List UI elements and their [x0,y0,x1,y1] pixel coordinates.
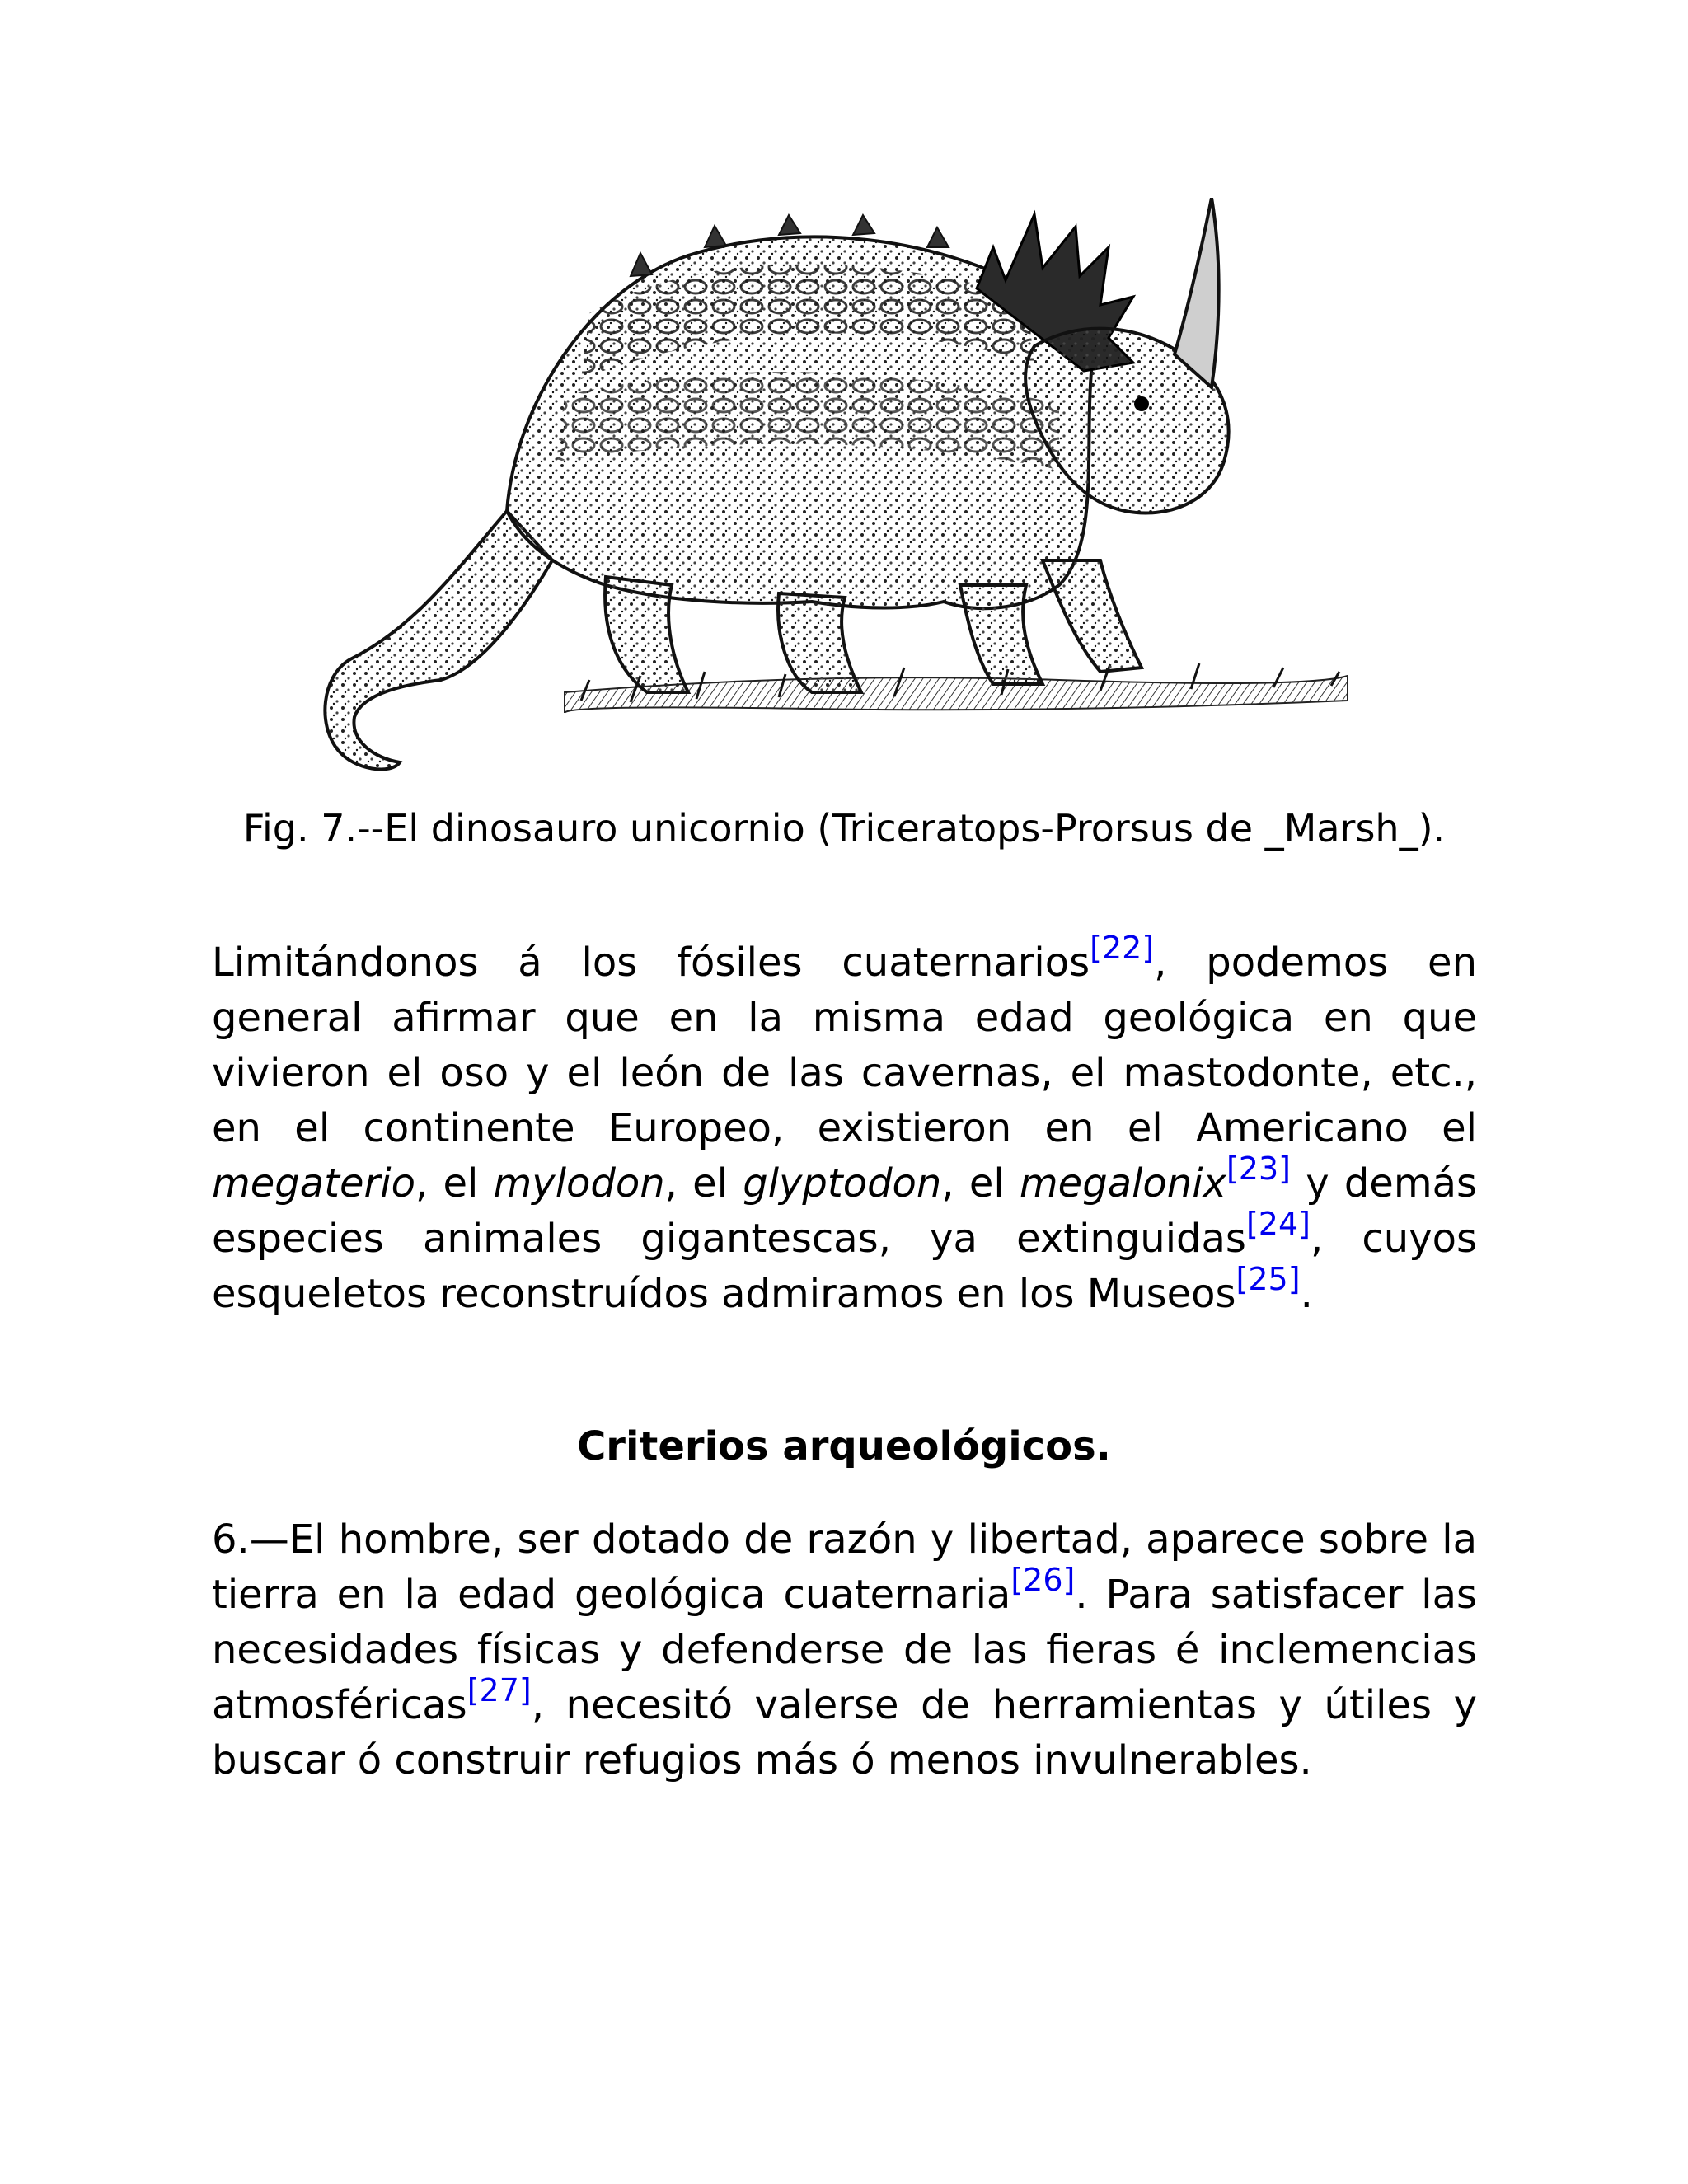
footnote-link[interactable]: [22] [1090,930,1155,967]
footnote-ref-23[interactable] [1226,1151,1291,1187]
text-run: . [1300,1271,1313,1317]
paragraph-man-appears [212,1512,1477,1788]
footnote-link[interactable]: [23] [1226,1151,1291,1188]
text-run: 6.—El hombre, ser dotado de razón y libertad, aparece sobre la tierra en la edad geológica cuaternaria [212,1516,1477,1618]
paragraph-fossils [212,930,1478,1322]
footnote-link[interactable]: [26] [1010,1562,1076,1599]
triceratops-illustration [317,198,1360,791]
text-run: , el [941,1160,1020,1207]
text-run: , cuyos esqueletos reconstruídos admiramos en los Museos [212,1216,1478,1317]
tail [325,511,552,769]
text-run: . Para satisfacer las necesidades físicas y defenderse de las fieras é inclemencias atmosféricas [212,1572,1477,1728]
italic-term: megalonix [1019,1160,1226,1207]
horn [1175,198,1219,387]
eye [1134,396,1149,411]
text-run: y demás especies animales gigantescas, ya extinguidas [212,1160,1477,1262]
italic-term: megaterio [212,1160,415,1207]
footnote-link[interactable]: [27] [467,1672,532,1709]
footnote-ref-25[interactable] [1236,1261,1301,1297]
section-heading: Criterios arqueológicos. [577,1423,1111,1469]
text-run: , necesitó valerse de herramientas y útiles y buscar ó construir refugios más ó menos invulnerables. [212,1682,1477,1783]
footnote-link[interactable]: [24] [1245,1206,1311,1243]
figure-caption: Fig. 7.--El dinosauro unicornio (Triceratops-Prorsus de _Marsh_). [242,806,1446,851]
footnote-ref-24[interactable] [1246,1206,1311,1242]
text-run: , el [415,1160,494,1207]
footnote-ref-27[interactable] [467,1672,532,1708]
italic-term: mylodon [493,1160,665,1207]
text-run: , el [664,1160,743,1207]
text-run: , podemos en general afirmar que en la misma edad geológica en que vivieron el oso y el león de las cavernas, el mastodonte, etc., en el continente Europeo, existieron en el Americano el [212,940,1477,1151]
italic-term: glyptodon [743,1160,942,1207]
text-run: Limitándonos á los fósiles cuaternarios [212,940,1090,986]
footnote-link[interactable]: [25] [1236,1261,1301,1298]
footnote-ref-22[interactable] [1090,930,1154,966]
footnote-ref-26[interactable] [1010,1562,1075,1598]
